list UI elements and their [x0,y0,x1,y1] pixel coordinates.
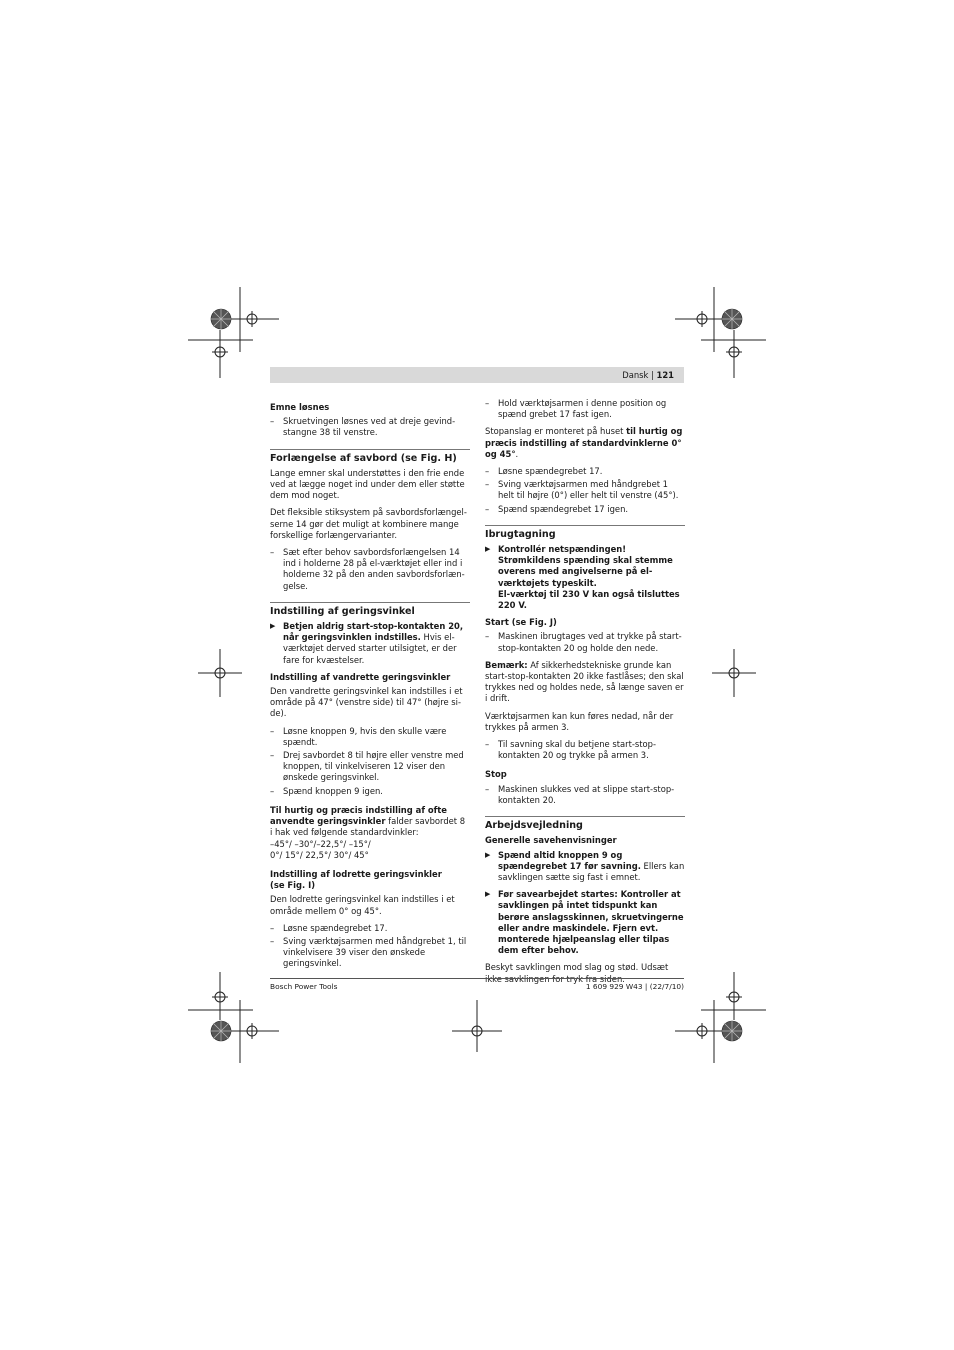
warning-bold: Betjen aldrig start-stop-kontakten 20, når geringsvinklen indstilles. [283,621,464,643]
list-item: – Sving værktøjsarmen med håndgrebet 1 helt til højre (0°) eller helt til venstre (45°). [485,479,685,501]
paragraph: Den vandrette geringsvinkel kan indstilles i et område på 47° (venstre side) til 47° (højre side). [270,686,463,719]
warning-item [485,850,685,884]
section-title-arbejdsvejledning: Arbejdsvejledning [485,816,685,831]
angles-line-2: 0°/ 15°/ 22,5°/ 30°/ 45° [270,849,369,860]
warning-item [485,544,685,611]
list-item: – Sæt efter behov savbordsforlængelsen 14 ind i holderne 28 på el-værktøjet eller ind i holderne 32 på den anden savbordsforlængelse. [270,547,470,592]
paragraph-end: . [515,448,519,459]
list-item: – Løsne knoppen 9, hvis den skulle være spændt. [270,726,470,748]
paragraph-text: Stopanslag er monteret på huset [485,426,627,437]
page-number: 121 [656,370,674,380]
paragraph: Det fleksible stiksystem på savbordsforlængelserne 14 gør det muligt at kombinere mange forskellige forlængervarianter. [270,507,467,540]
list-item: – Skruetvingen løsnes ved at dreje gevindstangne 38 til venstre. [270,416,470,438]
subheading-generelle: Generelle savehenvisninger [485,835,617,846]
note-text: Af sikkerhedstekniske grunde kan start-stop-kontakten 20 ikke fastlåses; den skal trykkes ned og holdes nede, så længe saven er i drift. [485,659,684,704]
right-column [485,398,685,991]
left-column [270,398,470,972]
paragraph [485,660,685,705]
subheading-start: Start (se Fig. J) [485,617,557,628]
header-language: Dansk [622,370,649,380]
list-item: – Hold værktøjsarmen i denne position og spænd grebet 17 fast igen. [485,398,685,420]
list-item: – Sving værktøjsarmen med håndgrebet 1, til vinkelvisere 39 viser den ønskede geringsvinkel. [270,936,470,970]
warning-bold-2: El-værktøj til 230 V kan også tilsluttes 220 V. [498,588,680,611]
subheading-lodrette-fig: (se Fig. I) [270,880,316,891]
paragraph-text: falder savbordet 8 i hak ved følgende standardvinkler: [270,816,466,838]
section-title-geringsvinkel: Indstilling af geringsvinkel [270,602,470,617]
list-item: – Maskinen slukkes ved at slippe start-stop-kontakten 20. [485,784,685,806]
list-item: – Spænd knoppen 9 igen. [270,786,470,797]
page-header [270,367,684,383]
subheading-stop: Stop [485,769,507,780]
warning-bold: Før savearbejdet startes: Kontroller at savklingen på intet tidspunkt kan berøre anslagsskinnen, skruetvingerne eller andre maskindele. Fjern evt. monterede hjælpeanslag eller tilpas dem efter behov. [498,889,684,956]
paragraph: Lange emner skal understøttes i den frie ende ved at lægge noget ind under dem eller støtte dem mod noget. [270,467,465,501]
paragraph-bold: Til hurtig og præcis indstilling af ofte anvendte geringsvinkler [270,804,447,827]
warning-item [485,889,685,956]
header-text: Dansk | 121 [622,370,674,380]
section-title-forlaengelse: Forlængelse af savbord (se Fig. H) [270,449,470,464]
paragraph [270,805,470,861]
subheading-lodrette-text: Indstilling af lodrette geringsvinkler [270,868,442,879]
list-item: – Spænd spændegrebet 17 igen. [485,504,685,515]
subheading-vandrette: Indstilling af vandrette geringsvinkler [270,671,451,682]
list-item: – Maskinen ibrugtages ved at trykke på start-stop-kontakten 20 og holde den nede. [485,631,685,653]
warning-text: Hvis el-værktøjet derved starter utilsigtet, er der fare for kvæstelser. [283,632,457,665]
paragraph: Beskyt savklingen mod slag og stød. Udsæt ikke savklingen for tryk fra siden. [485,962,669,984]
note-label: Bemærk: [485,659,528,670]
warning-bold: Kontrollér netspændingen! Strømkildens spænding skal stemme overens med angivelserne på el-værktøjets typeskilt. [498,544,673,588]
list-item: – Løsne spændegrebet 17. [485,466,685,477]
footer-rule [270,978,684,979]
paragraph: Værktøjsarmen kan kun føres nedad, når der trykkes på armen 3. [485,710,674,732]
warning-text: Ellers kan savklingen sætte sig fast i emnet. [498,860,685,882]
paragraph [485,426,685,460]
footer-publisher: Bosch Power Tools [270,982,338,991]
section-title-ibrugtagning: Ibrugtagning [485,525,685,540]
paragraph-bold: til hurtig og præcis indstilling af standardvinklerne 0° og 45° [485,426,683,459]
subheading-lodrette [270,869,470,891]
footer-doc-number: 1 609 929 W43 | (22/7/10) [585,982,684,991]
list-item: – Løsne spændegrebet 17. [270,923,470,934]
warning-item [270,621,470,666]
list-item: – Til savning skal du betjene start-stop-kontakten 20 og trykke på armen 3. [485,739,685,761]
warning-bold: Spænd altid knoppen 9 og spændegrebet 17 før savning. [498,849,641,871]
subheading-emne-losnes: Emne løsnes [270,402,330,412]
list-item: – Drej savbordet 8 til højre eller venstre med knoppen, til vinkelviseren 12 viser den ønskede geringsvinkel. [270,750,470,784]
angles-line-1: –45°/ –30°/–22,5°/ –15°/ [270,838,371,849]
paragraph: Den lodrette geringsvinkel kan indstilles i et område mellem 0° og 45°. [270,894,455,916]
